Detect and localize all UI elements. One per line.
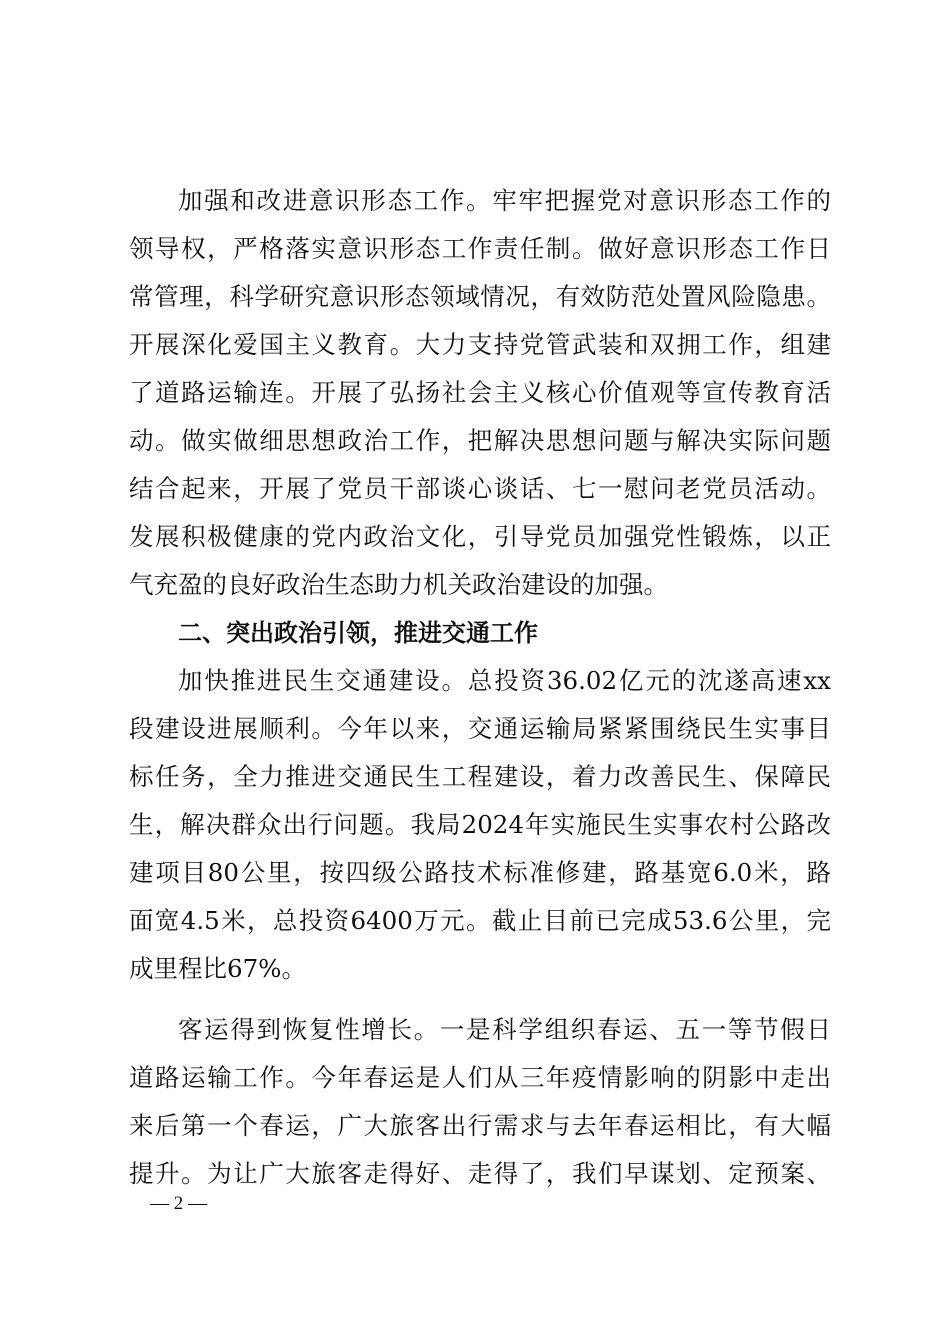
paragraph-line: 领导权，严格落实意识形态工作责任制。做好意识形态工作日 <box>129 234 831 263</box>
paragraph-line: 加强和改进意识形态工作。牢牢把握党对意识形态工作的 <box>178 186 831 215</box>
page-number: — 2 — <box>150 1193 207 1214</box>
document-body <box>129 177 831 1198</box>
paragraph-ideology <box>129 177 831 609</box>
paragraph-line: 段建设进展顺利。今年以来，交通运输局紧紧围绕民生实事目 <box>129 714 831 743</box>
paragraph-passenger-transport <box>129 1006 831 1198</box>
paragraph-spacer <box>129 993 831 1006</box>
paragraph-line: 提升。为让广大旅客走得好、走得了，我们早谋划、定预案、 <box>129 1159 831 1188</box>
paragraph-line: 常管理，科学研究意识形态领域情况，有效防范处置风险隐患。 <box>129 282 831 311</box>
paragraph-line: 结合起来，开展了党员干部谈心谈话、七一慰问老党员活动。 <box>129 474 831 503</box>
paragraph-line: 成里程比67%。 <box>129 954 306 983</box>
paragraph-line: 了道路运输连。开展了弘扬社会主义核心价值观等宣传教育活 <box>129 378 831 407</box>
paragraph-line: 生，解决群众出行问题。我局2024年实施民生实事农村公路改 <box>129 810 831 839</box>
paragraph-line: 建项目80公里，按四级公路技术标准修建，路基宽6.0米，路 <box>129 858 831 887</box>
section-heading: 二、突出政治引领，推进交通工作 <box>178 619 538 647</box>
paragraph-line: 客运得到恢复性增长。一是科学组织春运、五一等节假日 <box>178 1015 831 1044</box>
paragraph-line: 加快推进民生交通建设。总投资36.02亿元的沈遂高速xx <box>178 666 831 695</box>
paragraph-transport-construction <box>129 657 831 993</box>
paragraph-line: 开展深化爱国主义教育。大力支持党管武装和双拥工作，组建 <box>129 330 831 359</box>
paragraph-line: 来后第一个春运，广大旅客出行需求与去年春运相比，有大幅 <box>129 1111 831 1140</box>
paragraph-line: 面宽4.5米，总投资6400万元。截止目前已完成53.6公里，完 <box>129 906 831 935</box>
paragraph-line: 道路运输工作。今年春运是人们从三年疫情影响的阴影中走出 <box>129 1063 831 1092</box>
paragraph-line: 气充盈的良好政治生态助力机关政治建设的加强。 <box>129 570 668 599</box>
paragraph-line: 标任务，全力推进交通民生工程建设，着力改善民生、保障民 <box>129 762 831 791</box>
paragraph-line: 动。做实做细思想政治工作，把解决思想问题与解决实际问题 <box>129 426 831 455</box>
paragraph-line: 发展积极健康的党内政治文化，引导党员加强党性锻炼，以正 <box>129 522 831 551</box>
